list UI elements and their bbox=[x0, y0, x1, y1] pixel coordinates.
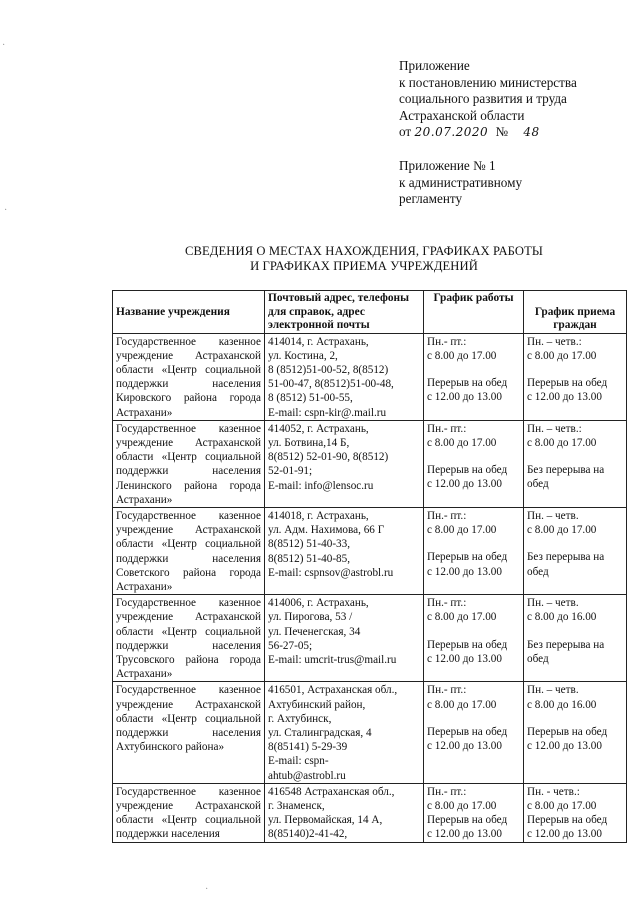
address-cell-line: 414052, г. Астрахань, bbox=[268, 422, 369, 435]
reception-hours-cell-line: Пн. – четв. bbox=[527, 684, 579, 697]
address-cell-line: 8(85141) 5-29-39 bbox=[268, 741, 348, 754]
document-heading bbox=[100, 244, 628, 273]
work-hours-cell-line bbox=[427, 712, 520, 725]
work-hours-cell bbox=[424, 682, 524, 783]
reception-hours-cell-line: с 12.00 до 13.00 bbox=[527, 739, 602, 752]
work-hours-cell bbox=[424, 595, 524, 682]
reception-hours-cell-line: Пн. - четв.: bbox=[527, 785, 580, 798]
work-hours-cell bbox=[424, 783, 524, 842]
institution-name: Государственное казенное учреждение Астраханской области «Центр социальной поддержки населения bbox=[113, 783, 265, 842]
table-row bbox=[113, 507, 627, 594]
work-hours-cell-line: Пн.- пт.: bbox=[427, 422, 467, 435]
address-cell-line: E-mail: cspn- bbox=[268, 755, 329, 768]
table-row bbox=[113, 783, 627, 842]
address-cell-line: 8(8512) 52-01-90, 8(8512) bbox=[268, 451, 389, 464]
address-cell-line: E-mail: umcrit-trus@mail.ru bbox=[268, 653, 397, 666]
appendix-title: Приложение bbox=[399, 58, 470, 73]
reception-hours-cell bbox=[524, 507, 627, 594]
address-cell-line: ул. Первомайская, 14 А, bbox=[268, 814, 383, 827]
scan-speck: · bbox=[2, 40, 6, 51]
institution-name: Государственное казенное учреждение Астраханской области «Центр социальной поддержки населения Кировского района города Астрахани» bbox=[113, 333, 265, 420]
address-cell-line: 8 (8512) 51-00-55, bbox=[268, 392, 353, 405]
address-cell-line: 414014, г. Астрахань, bbox=[268, 335, 369, 348]
work-hours-cell-line: с 8.00 до 17.00 bbox=[427, 524, 497, 537]
reception-hours-cell-line: Пн. – четв.: bbox=[527, 335, 582, 348]
work-hours-cell-line: Перерыв на обед bbox=[427, 464, 508, 477]
address-cell-line: E-mail: cspn-kir@.mail.ru bbox=[268, 406, 387, 419]
institution-name: Государственное казенное учреждение Астраханской области «Центр социальной поддержки населения Ахтубинского района» bbox=[113, 682, 265, 783]
work-hours-cell-line: Перерыв на обед bbox=[427, 551, 508, 564]
work-hours-cell-line: с 12.00 до 13.00 bbox=[427, 828, 502, 841]
address-cell-line: 414006, г. Астрахань, bbox=[268, 597, 369, 610]
appendix1-block bbox=[399, 158, 629, 208]
institution-name: Государственное казенное учреждение Астраханской области «Центр социальной поддержки населения Ленинского района города Астрахани» bbox=[113, 420, 265, 507]
number-prefix: № bbox=[495, 124, 509, 139]
work-hours-cell-line bbox=[427, 450, 520, 463]
work-hours-cell-line: Пн.- пт.: bbox=[427, 509, 467, 522]
address-cell bbox=[265, 507, 424, 594]
address-cell-line: ул. Ботвина,14 Б, bbox=[268, 436, 350, 449]
appendix1-line: регламенту bbox=[399, 191, 463, 206]
reception-hours-cell-line bbox=[527, 537, 623, 550]
address-cell-line: E-mail: cspnsov@astrobl.ru bbox=[268, 566, 394, 579]
work-hours-cell bbox=[424, 507, 524, 594]
reception-hours-cell bbox=[524, 333, 627, 420]
work-hours-cell-line: с 12.00 до 13.00 bbox=[427, 652, 502, 665]
address-cell-line: ул. Костина, 2, bbox=[268, 349, 338, 362]
work-hours-cell-line: с 12.00 до 13.00 bbox=[427, 739, 502, 752]
work-hours-cell bbox=[424, 420, 524, 507]
table-header-row bbox=[113, 291, 627, 334]
appendix-line: Астраханской области bbox=[399, 107, 525, 123]
reception-hours-cell-line: Без перерыва на bbox=[527, 464, 605, 477]
reception-hours-cell-line: с 8.00 до 16.00 bbox=[527, 698, 597, 711]
address-cell-line: 8(85140)2-41-42, bbox=[268, 828, 348, 841]
reception-hours-cell-line: Пн. – четв. bbox=[527, 597, 579, 610]
work-hours-cell-line: Пн.- пт.: bbox=[427, 335, 467, 348]
address-cell-line: г. Ахтубинск, bbox=[268, 712, 332, 725]
header-name: Название учреждения bbox=[113, 291, 265, 334]
reception-hours-cell-line: с 8.00 до 17.00 bbox=[527, 436, 597, 449]
work-hours-cell-line: с 8.00 до 17.00 bbox=[427, 800, 497, 812]
heading-line: СВЕДЕНИЯ О МЕСТАХ НАХОЖДЕНИЯ, ГРАФИКАХ РАБОТЫ bbox=[185, 244, 543, 258]
reception-hours-cell-line: Перерыв на обед bbox=[527, 814, 608, 827]
work-hours-cell-line: Перерыв на обед bbox=[427, 376, 508, 389]
address-cell-line: 52-01-91; bbox=[268, 465, 313, 478]
table-row bbox=[113, 333, 627, 420]
reception-hours-cell-line bbox=[527, 712, 623, 725]
reception-hours-cell-line: обед bbox=[527, 478, 549, 491]
reception-hours-cell-line bbox=[527, 625, 623, 638]
scan-speck: · bbox=[205, 884, 209, 895]
address-cell-line: 8(8512) 51-40-85, bbox=[268, 552, 351, 565]
appendix-date-line bbox=[399, 124, 629, 141]
address-cell-line: 8(8512) 51-40-33, bbox=[268, 538, 351, 551]
reception-hours-cell bbox=[524, 682, 627, 783]
reception-hours-cell-line: с 8.00 до 17.00 bbox=[527, 524, 597, 537]
work-hours-cell-line: с 8.00 до 17.00 bbox=[427, 611, 497, 624]
address-cell-line: г. Знаменск, bbox=[268, 800, 325, 812]
reception-hours-cell-line: Пн. – четв. bbox=[527, 509, 579, 522]
work-hours-cell-line: Пн.- пт.: bbox=[427, 785, 467, 798]
work-hours-cell-line: Пн.- пт.: bbox=[427, 597, 467, 610]
header-address: Почтовый адрес, телефоны для справок, адрес электронной почты bbox=[265, 291, 424, 334]
reception-hours-cell bbox=[524, 420, 627, 507]
address-cell-line: ул. Пирогова, 53 / bbox=[268, 611, 353, 624]
header-work: График работы bbox=[424, 291, 524, 334]
reception-hours-cell-line: Перерыв на обед bbox=[527, 725, 608, 738]
work-hours-cell-line: с 12.00 до 13.00 bbox=[427, 565, 502, 578]
appendix1-title: Приложение № 1 bbox=[399, 158, 496, 173]
table-body bbox=[113, 333, 627, 842]
table-row bbox=[113, 595, 627, 682]
address-cell bbox=[265, 333, 424, 420]
address-cell bbox=[265, 682, 424, 783]
reception-hours-cell-line: с 12.00 до 13.00 bbox=[527, 828, 602, 841]
address-cell-line: Ахтубинский район, bbox=[268, 698, 366, 711]
header-reception: График приема граждан bbox=[524, 291, 627, 334]
work-hours-cell-line: Перерыв на обед bbox=[427, 725, 508, 738]
work-hours-cell-line: с 8.00 до 17.00 bbox=[427, 349, 497, 362]
work-hours-cell-line bbox=[427, 625, 520, 638]
handwritten-number: 48 bbox=[523, 125, 540, 139]
reception-hours-cell bbox=[524, 783, 627, 842]
work-hours-cell-line bbox=[427, 363, 520, 376]
reception-hours-cell-line: Без перерыва на bbox=[527, 551, 605, 564]
address-cell bbox=[265, 783, 424, 842]
reception-hours-cell-line: Пн. – четв.: bbox=[527, 422, 582, 435]
work-hours-cell-line: Пн.- пт.: bbox=[427, 684, 467, 697]
work-hours-cell-line bbox=[427, 537, 520, 550]
appendix1-line: к административному bbox=[399, 174, 523, 190]
reception-hours-cell-line: обед bbox=[527, 652, 549, 665]
reception-hours-cell-line bbox=[527, 450, 623, 463]
appendix-block bbox=[399, 58, 629, 141]
address-cell-line: 416548 Астраханская обл., bbox=[268, 785, 395, 798]
address-cell-line: 416501, Астраханская обл., bbox=[268, 684, 398, 697]
scan-speck: · bbox=[4, 205, 8, 216]
work-hours-cell-line: с 12.00 до 13.00 bbox=[427, 391, 502, 404]
institution-name: Государственное казенное учреждение Астраханской области «Центр социальной поддержки населения Советского района города Астрахани» bbox=[113, 507, 265, 594]
address-cell-line: 56-27-05; bbox=[268, 639, 313, 652]
reception-hours-cell-line: с 12.00 до 13.00 bbox=[527, 391, 602, 404]
address-cell-line: ул. Сталинградская, 4 bbox=[268, 726, 372, 739]
address-cell bbox=[265, 595, 424, 682]
table-row bbox=[113, 682, 627, 783]
reception-hours-cell-line: обед bbox=[527, 565, 549, 578]
date-prefix: от bbox=[399, 124, 412, 139]
reception-hours-cell bbox=[524, 595, 627, 682]
appendix-line: к постановлению министерства bbox=[399, 74, 577, 90]
work-hours-cell bbox=[424, 333, 524, 420]
table-row bbox=[113, 420, 627, 507]
heading-line: И ГРАФИКАХ ПРИЕМА УЧРЕЖДЕНИЙ bbox=[250, 258, 478, 273]
reception-hours-cell-line: с 8.00 до 17.00 bbox=[527, 800, 597, 812]
address-cell-line: 51-00-47, 8(8512)51-00-48, bbox=[268, 378, 394, 391]
work-hours-cell-line: с 12.00 до 13.00 bbox=[427, 478, 502, 491]
address-cell-line: 414018, г. Астрахань, bbox=[268, 509, 369, 522]
address-cell-line: ahtub@astrobl.ru bbox=[268, 769, 346, 782]
address-cell-line: ул. Печенегская, 34 bbox=[268, 625, 361, 638]
institutions-table bbox=[112, 290, 627, 843]
address-cell-line: ул. Адм. Нахимова, 66 Г bbox=[268, 524, 385, 537]
reception-hours-cell-line: Перерыв на обед bbox=[527, 376, 608, 389]
address-cell-line: 8 (8512)51-00-52, 8(8512) bbox=[268, 363, 389, 376]
reception-hours-cell-line: с 8.00 до 16.00 bbox=[527, 611, 597, 624]
work-hours-cell-line: Перерыв на обед bbox=[427, 638, 508, 651]
appendix-line: социального развития и труда bbox=[399, 91, 567, 106]
address-cell bbox=[265, 420, 424, 507]
work-hours-cell-line: с 8.00 до 17.00 bbox=[427, 436, 497, 449]
address-cell-line: E-mail: info@lensoc.ru bbox=[268, 479, 374, 492]
work-hours-cell-line: с 8.00 до 17.00 bbox=[427, 698, 497, 711]
reception-hours-cell-line bbox=[527, 363, 623, 376]
reception-hours-cell-line: Без перерыва на bbox=[527, 638, 605, 651]
handwritten-date: 20.07.2020 bbox=[414, 125, 489, 139]
work-hours-cell-line: Перерыв на обед bbox=[427, 814, 508, 827]
institution-name: Государственное казенное учреждение Астраханской области «Центр социальной поддержки населения Трусовского района города Астрахани» bbox=[113, 595, 265, 682]
reception-hours-cell-line: с 8.00 до 17.00 bbox=[527, 349, 597, 362]
